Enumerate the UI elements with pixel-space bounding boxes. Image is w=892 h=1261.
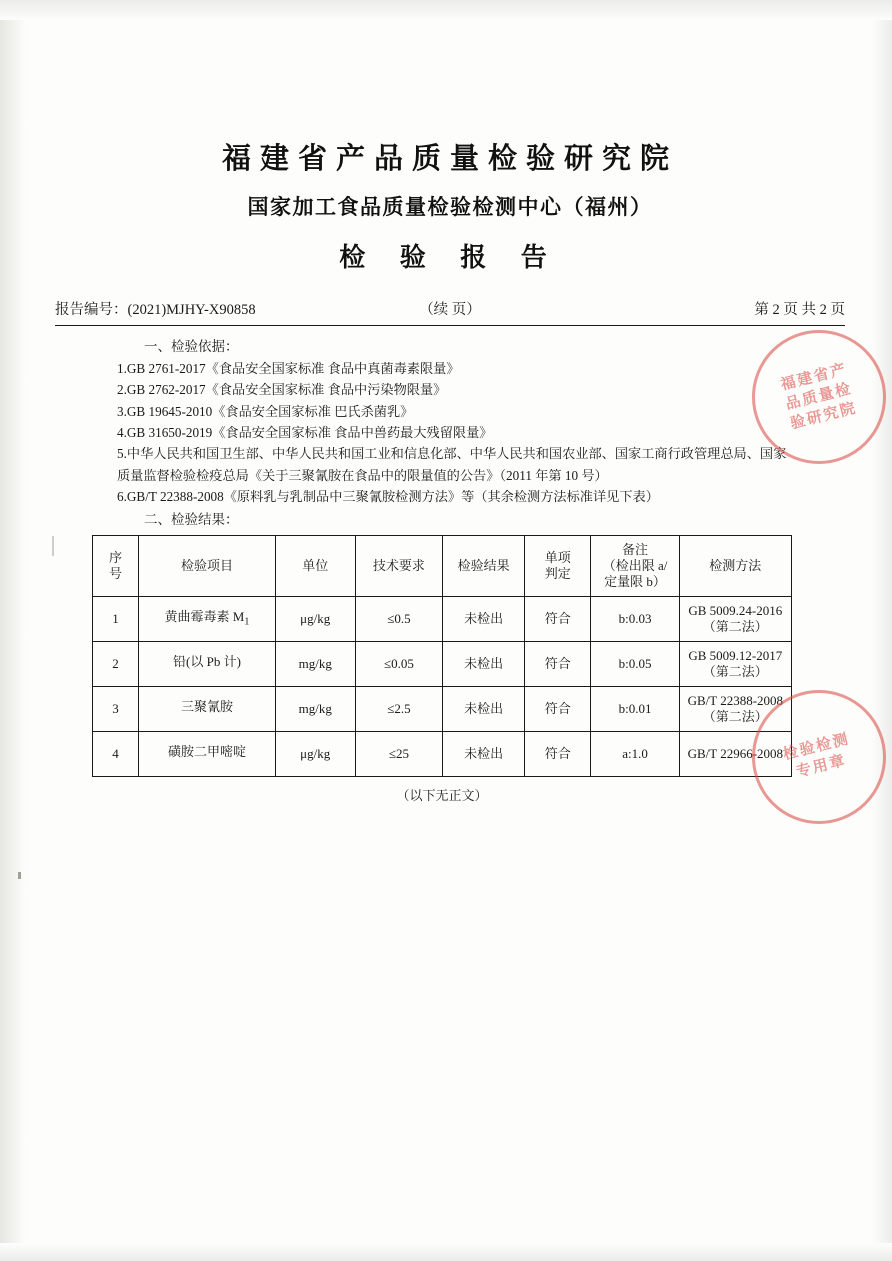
- column-header-seq-line2: 号: [109, 566, 123, 582]
- cell-note: b:0.05: [591, 642, 679, 687]
- cell-item-text: 铅(以 Pb 计): [173, 654, 241, 670]
- scan-edge-bottom: [0, 1243, 892, 1261]
- scan-artifact-line: [52, 536, 54, 556]
- report-meta-row: [55, 298, 845, 323]
- cell-item: [139, 642, 276, 687]
- test-results-table: [92, 535, 792, 777]
- report-number-value: (2021)MJHY-X90858: [127, 302, 256, 318]
- basis-item: 6.GB/T 22388-2008《原料乳与乳制品中三聚氰胺检测方法》等（其余检测方法标准详见下表）: [117, 489, 659, 505]
- column-header-note-line1: 备注: [622, 541, 649, 557]
- cell-method: [679, 732, 791, 777]
- continued-marker: （续 页）: [419, 302, 481, 318]
- table-row: [93, 687, 792, 732]
- column-header-result: 检验结果: [443, 536, 525, 597]
- basis-item: 2.GB 2762-2017《食品安全国家标准 食品中污染物限量》: [117, 382, 447, 398]
- cell-item-text: 磺胺二甲嘧啶: [167, 744, 246, 760]
- table-body: [93, 597, 792, 777]
- cell-method-line1: GB/T 22966-2008: [687, 746, 784, 762]
- cell-unit: mg/kg: [275, 687, 355, 732]
- cell-method-line1: GB 5009.12-2017: [688, 648, 783, 664]
- cell-method-line1: GB/T 22388-2008: [687, 693, 784, 709]
- scan-edge-right: [872, 0, 892, 1261]
- column-header-seq: [93, 536, 139, 597]
- section-result-title: 二、检验结果：: [144, 512, 239, 528]
- basis-item: 5.中华人民共和国卫生部、中华人民共和国工业和信息化部、中华人民共和国农业部、国家工商行政管理总局、国家质量监督检验检疫总局《关于三聚氰胺在食品中的限量值的公告》（2011 年第 10 号）: [117, 446, 787, 483]
- column-header-unit: 单位: [275, 536, 355, 597]
- cell-seq: 2: [93, 642, 139, 687]
- cell-seq: 3: [93, 687, 139, 732]
- cell-seq: 4: [93, 732, 139, 777]
- report-body: [117, 336, 789, 531]
- column-header-requirement: 技术要求: [355, 536, 443, 597]
- page-number: 第 2 页 共 2 页: [754, 302, 845, 318]
- report-number-label: 报告编号：: [55, 302, 128, 318]
- scan-edge-left: [0, 0, 26, 1261]
- column-header-method: 检测方法: [679, 536, 791, 597]
- cell-item: [139, 687, 276, 732]
- cell-note: a:1.0: [591, 732, 679, 777]
- official-seal-top-text: 福建省产品质量检验研究院: [779, 361, 859, 433]
- basis-item: 3.GB 19645-2010《食品安全国家标准 巴氏杀菌乳》: [117, 403, 414, 419]
- cell-requirement: ≤0.5: [355, 597, 443, 642]
- cell-seq: 1: [93, 597, 139, 642]
- column-header-note-line2: （检出限 a/: [602, 558, 668, 574]
- cell-note: b:0.01: [591, 687, 679, 732]
- table-row: [93, 597, 792, 642]
- table-header-row: [93, 536, 792, 597]
- scan-artifact: [18, 872, 21, 879]
- cell-item-text: 三聚氰胺: [180, 699, 233, 715]
- cell-judgement: 符合: [525, 642, 591, 687]
- section-basis-title: 一、检验依据：: [144, 339, 239, 354]
- cell-method-line2: （第二法）: [702, 709, 768, 725]
- table-row: [93, 642, 792, 687]
- cell-requirement: ≤0.05: [355, 642, 443, 687]
- column-header-note-line3: 定量限 b）: [604, 574, 666, 590]
- cell-judgement: 符合: [525, 732, 591, 777]
- basis-item: 1.GB 2761-2017《食品安全国家标准 食品中真菌毒素限量》: [117, 360, 460, 376]
- report-title: 检 验 报 告: [339, 243, 561, 272]
- cell-method: [679, 642, 791, 687]
- cell-requirement: ≤2.5: [355, 687, 443, 732]
- cell-judgement: 符合: [525, 597, 591, 642]
- cell-judgement: 符合: [525, 687, 591, 732]
- header-divider: [55, 325, 845, 326]
- cell-unit: μg/kg: [275, 597, 355, 642]
- cell-unit: mg/kg: [275, 642, 355, 687]
- basis-item: 4.GB 31650-2019《食品安全国家标准 食品中兽药最大残留限量》: [117, 424, 493, 440]
- official-seal-bottom-text: 检验检测专用章: [781, 731, 852, 781]
- cell-item-subscript: 1: [244, 616, 250, 628]
- cell-result: 未检出: [443, 732, 525, 777]
- testing-center-name: 国家加工食品质量检验检测中心（福州）: [247, 195, 653, 219]
- cell-item-text: 黄曲霉毒素 M: [164, 609, 245, 625]
- cell-item: [139, 732, 276, 777]
- cell-method-line2: （第二法）: [702, 619, 768, 635]
- report-content: [55, 0, 845, 804]
- cell-result: 未检出: [443, 687, 525, 732]
- cell-method-line1: GB 5009.24-2016: [688, 603, 783, 619]
- column-header-judgement-line1: 单项: [544, 550, 571, 566]
- column-header-judgement: [525, 536, 591, 597]
- column-header-note: [591, 536, 679, 597]
- cell-method: [679, 597, 791, 642]
- column-header-judgement-line2: 判定: [544, 566, 571, 582]
- cell-result: 未检出: [443, 597, 525, 642]
- cell-unit: μg/kg: [275, 732, 355, 777]
- column-header-seq-line1: 序: [109, 550, 123, 566]
- column-header-item: 检验项目: [139, 536, 276, 597]
- cell-item: [139, 597, 276, 642]
- cell-method: [679, 687, 791, 732]
- table-header: [93, 536, 792, 597]
- cell-result: 未检出: [443, 642, 525, 687]
- cell-note: b:0.03: [591, 597, 679, 642]
- end-of-text-note: （以下无正文）: [396, 788, 488, 804]
- cell-requirement: ≤25: [355, 732, 443, 777]
- organization-title: 福建省产品质量检验研究院: [221, 143, 678, 175]
- cell-method-line2: （第二法）: [702, 664, 768, 680]
- table-row: [93, 732, 792, 777]
